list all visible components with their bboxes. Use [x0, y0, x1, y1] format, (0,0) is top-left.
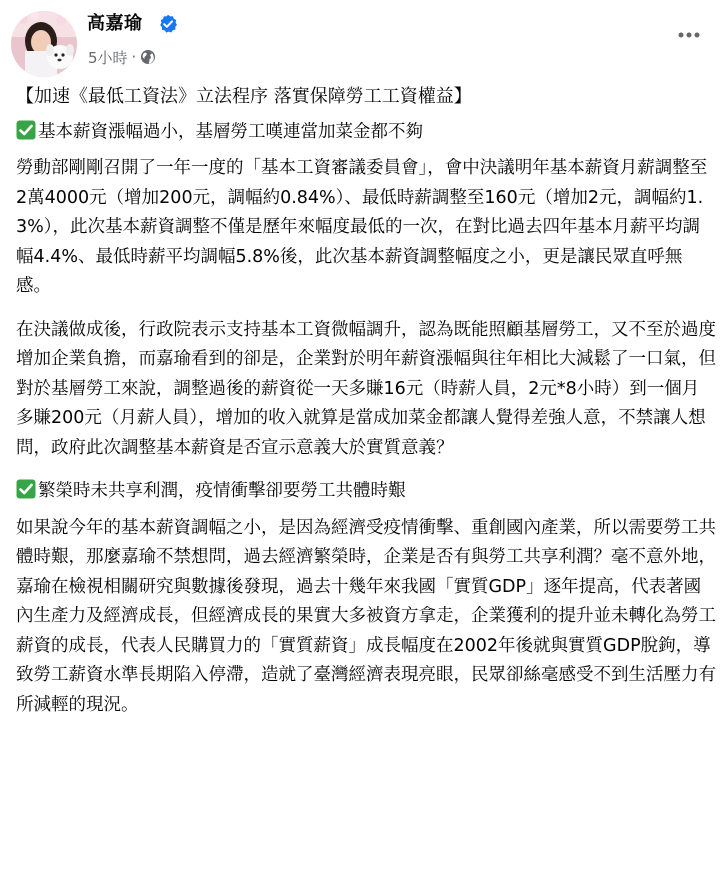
section-heading-1 [16, 118, 716, 148]
post-body [16, 82, 716, 734]
verified-badge-icon [158, 14, 178, 34]
author-name[interactable]: 高嘉瑜 [87, 13, 143, 34]
post-meta [88, 46, 156, 68]
avatar[interactable] [11, 11, 77, 77]
post-title: 【加速《最低工資法》立法程序 落實保障勞工工資權益】 [16, 86, 472, 107]
paragraph-1: 勞動部剛剛召開了一年一度的「基本工資審議委員會」，會中決議明年基本薪資月薪調整至2萬4000元（增加200元，調幅約0.84%）、最低時薪調整至160元（增加2元，調幅約1.3%），此次基本薪資調整不僅是歷年來幅度最低的一次，在對比過去四年基本月薪平均調幅4.4%、最低時薪平均調幅5.8%後，此次基本薪資調整幅度之小，更是讓民眾直呼無感。 [16, 158, 708, 296]
section-heading-1-text: 基本薪資漲幅過小，基層勞工嘆連當加菜金都不夠 [38, 121, 423, 142]
section-heading-2-text: 繁榮時未共享利潤，疫情衝擊卻要勞工共體時艱 [38, 481, 406, 501]
paragraph-2: 在決議做成後，行政院表示支持基本工資微幅調升，認為既能照顧基層勞工，又不至於過度增加企業負擔，而嘉瑜看到的卻是，企業對於明年薪資漲幅與往年相比大減鬆了一口氣，但對於基層勞工來說，調整過後的薪資從一天多賺16元（時薪人員，2元*8小時）到一個月多賺200元（月薪人員），增加的收入就算是當成加菜金都讓人覺得差強人意，不禁讓人想問，政府此次調整基本薪資是否宣示意義大於實質意義？ [16, 319, 716, 458]
paragraph-3: 如果說今年的基本薪資調幅之小，是因為經濟受疫情衝擊、重創國內產業，所以需要勞工共體時艱，那麼嘉瑜不禁想問，過去經濟繁榮時，企業是否有與勞工共享利潤？毫不意外地，嘉瑜在檢視相關研究與數據後發現，過去十幾年來我國「實質GDP」逐年提高，代表著國內生產力及經濟成長，但經濟成長的果實大多被資方拿走，企業獲利的提升並未轉化為勞工薪資的成長，代表人民購買力的「實質薪資」成長幅度在2002年後就與實質GDP脫鉤，導致勞工薪資水準長期陷入停滯，造就了臺灣經濟表現亮眼，民眾卻絲毫感受不到生活壓力有所減輕的現況。 [16, 517, 716, 715]
check-mark-icon [16, 479, 36, 499]
check-mark-icon [16, 120, 36, 140]
meta-separator: · [131, 48, 137, 66]
globe-icon[interactable] [140, 49, 156, 65]
more-options-button[interactable] [671, 20, 707, 50]
more-options-icon [677, 31, 701, 39]
post-timestamp[interactable]: 5小時 [88, 48, 128, 67]
section-heading-2 [16, 477, 716, 507]
post-header [0, 0, 727, 80]
